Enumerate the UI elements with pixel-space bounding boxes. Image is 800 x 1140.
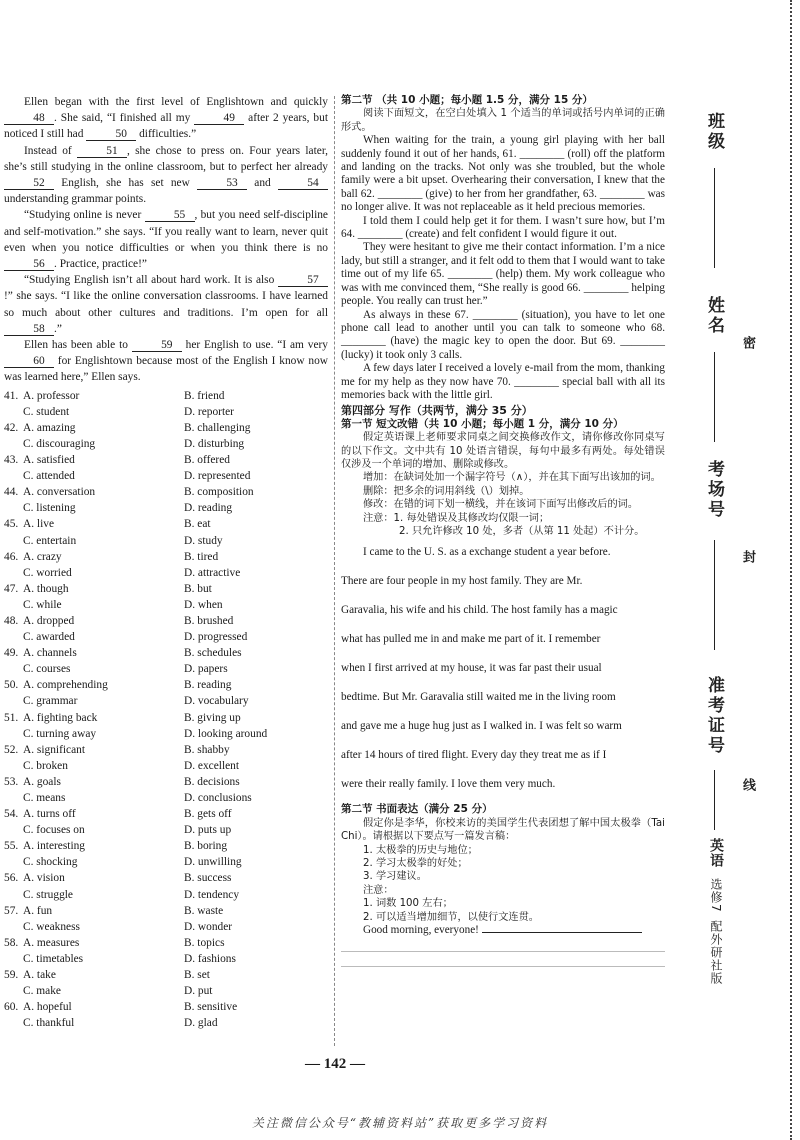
option-row <box>4 420 328 436</box>
correction-note-2: 2. 只允许修改 10 处，多者（从第 11 处起）不计分。 <box>399 526 645 537</box>
blank-54: 54 <box>278 177 328 190</box>
option-row <box>4 452 328 468</box>
option-row <box>4 404 328 420</box>
writing-point-3: 3. 学习建议。 <box>363 871 427 883</box>
option-row <box>4 774 328 790</box>
option-row <box>4 758 328 774</box>
blank-55: 55 <box>145 209 195 222</box>
exam-room-label: 考场号 <box>704 460 724 520</box>
option-a: 57. A. fun <box>4 903 184 919</box>
option-row <box>4 500 328 516</box>
option-c: C. timetables <box>23 952 84 965</box>
blank-58: 58 <box>4 323 54 336</box>
blank-53: 53 <box>197 177 247 190</box>
cloze-passage <box>4 94 328 386</box>
grammar-paragraph-3: They were hesitant to give me their contact information. I’m a nice lady, but still a stranger, and it felt odd to them that I would want to take time out of my life 65. ________ (help) them. My work colleague who was with me convinced them, “She really is good 66. ________ helping people. You really can trust her.” <box>341 241 665 308</box>
option-row <box>4 742 328 758</box>
option-a: 55. A. interesting <box>4 838 184 854</box>
option-a: 47. A. though <box>4 581 184 597</box>
option-row <box>4 999 328 1015</box>
answer-options <box>4 388 328 1032</box>
grammar-paragraph-1: When waiting for the train, a young girl playing with her ball suddenly found it out of her hands, 61. ________ (roll) off the platform and landing on the tracks. Not only was she troubled, but the whole family were a bit upset. Overhearing their conversation, I knew that the ball 62. ________ (give) to her from her grandfather, 63. ________ was no longer alive. It was not replaceable as it held precious memories. <box>341 134 665 214</box>
option-b: B. decisions <box>184 775 240 788</box>
correction-delete-rule: 删除：把多余的词用斜线（\）划掉。 <box>363 485 530 497</box>
option-a: 51. A. fighting back <box>4 710 184 726</box>
class-fill-line[interactable] <box>714 168 715 268</box>
option-b: B. gets off <box>184 808 232 821</box>
essay-line: when I first arrived at my house, it was far past their usual <box>341 662 602 675</box>
option-c: C. weakness <box>23 920 80 933</box>
option-row <box>4 838 328 854</box>
option-b: B. challenging <box>184 421 251 434</box>
writing-point-1: 1. 太极拳的历史与地位； <box>363 844 478 856</box>
writing-section-title: 第二节 书面表达（满分 25 分） <box>341 803 493 816</box>
option-row <box>4 436 328 452</box>
cloze-paragraph-2: Instead of 51 , she chose to press on. Four years later, she’s still studying in the online classroom, but to perfect her already 52 English, she has set new 53 and 54 understanding grammar points. <box>4 144 329 206</box>
binding-dotted-line <box>790 0 792 1140</box>
blank-48: 48 <box>4 112 54 125</box>
option-d: D. vocabulary <box>184 695 249 708</box>
option-d: D. papers <box>184 663 228 676</box>
section2-instruction: 阅读下面短文，在空白处填入 1 个适当的单词或括号内单词的正确形式。 <box>341 108 665 133</box>
option-d: D. looking around <box>184 727 268 740</box>
section2-title: 第二节 （共 10 小题；每小题 1.5 分，满分 15 分） <box>341 94 593 106</box>
cloze-paragraph-5: Ellen has been able to 59 her English to use. “I am very 60 for Englishtown because most of the English I know now was learned here,” Ellen says. <box>4 339 329 384</box>
option-c: C. broken <box>23 759 68 772</box>
option-row <box>4 661 328 677</box>
blank-49: 49 <box>194 112 244 125</box>
correction-modify-rule: 修改：在错的词下划一横线，并在该词下面写出修改后的词。 <box>363 499 639 511</box>
blank-52: 52 <box>4 177 54 190</box>
question-number: 49. <box>4 647 19 660</box>
page-number: — 142 — <box>305 1056 365 1072</box>
option-b: B. friend <box>184 389 225 402</box>
cloze-paragraph-1: Ellen began with the first level of Englishtown and quickly 48 . She said, “I finished all my 49 after 2 years, but noticed I still had 50 difficulties.” <box>4 96 328 141</box>
option-row <box>4 484 328 500</box>
option-a: 46. A. crazy <box>4 549 184 565</box>
option-row <box>4 870 328 886</box>
question-number: 60. <box>4 1001 19 1014</box>
question-number: 48. <box>4 614 19 627</box>
option-row <box>4 822 328 838</box>
option-b: B. success <box>184 872 232 885</box>
option-d: D. disturbing <box>184 437 245 450</box>
option-a: 44. A. conversation <box>4 484 184 500</box>
cloze-paragraph-4: “Studying English isn’t all about hard work. It is also 57!” she says. “I like the online conversation classrooms. I have learned so much about other cultures and traditions. I’m open for all 58 .” <box>4 274 328 335</box>
option-c: C. thankful <box>23 1017 75 1030</box>
option-row <box>4 887 328 903</box>
option-c: C. turning away <box>23 727 97 740</box>
option-a: 52. A. significant <box>4 742 184 758</box>
option-d: D. reporter <box>184 405 234 418</box>
option-d: D. put <box>184 985 213 998</box>
option-row <box>4 533 328 549</box>
question-number: 41. <box>4 389 19 402</box>
option-d: D. attractive <box>184 566 241 579</box>
writing-instruction: 假定你是李华，你校来访的美国学生代表团想了解中国太极拳（Tai Chi）。请根据以下要点写一篇发言稿： <box>341 817 665 843</box>
option-row <box>4 565 328 581</box>
question-number: 53. <box>4 775 19 788</box>
option-row <box>4 967 328 983</box>
option-b: B. tired <box>184 550 219 563</box>
question-number: 51. <box>4 711 19 724</box>
option-d: D. tendency <box>184 888 240 901</box>
option-c: C. grammar <box>23 695 78 708</box>
option-b: B. set <box>184 969 210 982</box>
correction-essay <box>341 538 665 799</box>
correction-instruction: 假定英语课上老师要求同桌之间交换修改作文，请你修改你同桌写的以下作文。文中共有 10 处语言错误，每句中最多有两处。每处错误仅涉及一个单词的增加、删除或修改。 <box>341 432 665 470</box>
option-c: C. struggle <box>23 888 73 901</box>
correction-add-rule: 增加：在缺词处加一个漏字符号（∧），并在其下面写出该加的词。 <box>363 472 661 484</box>
option-a: 41. A. professor <box>4 388 184 404</box>
option-b: B. composition <box>184 486 254 499</box>
option-row <box>4 613 328 629</box>
question-number: 50. <box>4 679 19 692</box>
writing-note-2: 2. 可以适当增加细节，以使行文连贯。 <box>363 911 539 923</box>
option-c: C. attended <box>23 470 75 483</box>
question-number: 44. <box>4 486 19 499</box>
option-d: D. represented <box>184 470 251 483</box>
question-number: 56. <box>4 872 19 885</box>
option-row <box>4 951 328 967</box>
option-b: B. waste <box>184 904 224 917</box>
option-a: 42. A. amazing <box>4 420 184 436</box>
blank-57: 57 <box>278 274 328 287</box>
grammar-paragraph-5: A few days later I received a lovely e-mail from the mom, thanking me for my help as they now have 70. ________ special ball with all its memories back with the little girl. <box>341 362 665 401</box>
name-label: 姓名 <box>704 296 724 336</box>
seal-xian: 线 <box>740 778 755 791</box>
option-row <box>4 726 328 742</box>
option-c: C. while <box>23 598 62 611</box>
option-c: C. student <box>23 405 70 418</box>
option-c: C. worried <box>23 566 72 579</box>
option-row <box>4 645 328 661</box>
essay-line: what has pulled me in and make me part of it. I remember <box>341 633 601 646</box>
essay-line: and gave me a huge hug just as I walked in. I was felt so warm <box>341 720 622 733</box>
question-number: 55. <box>4 840 19 853</box>
subject-label: 英语 <box>708 838 724 868</box>
ticket-fill-line[interactable] <box>714 770 715 830</box>
option-c: C. make <box>23 985 61 998</box>
option-a: 60. A. hopeful <box>4 999 184 1015</box>
option-c: C. means <box>23 792 66 804</box>
exam-room-fill-line[interactable] <box>714 540 715 650</box>
question-number: 52. <box>4 743 19 756</box>
writing-note-label: 注意： <box>363 884 394 896</box>
footer-watermark: 关注微信公众号“教辅资料站”获取更多学习资料 <box>251 1116 549 1130</box>
grammar-paragraph-2: I told them I could help get it for them. I wasn’t sure how, but I’m 64. ________ (create) and felt confident I would figure it out. <box>341 214 665 241</box>
option-a: 45. A. live <box>4 516 184 532</box>
option-a: 43. A. satisfied <box>4 452 184 468</box>
option-row <box>4 919 328 935</box>
option-c: C. listening <box>23 502 76 515</box>
option-b: B. offered <box>184 454 230 467</box>
edition-label: 配外研社版 <box>709 920 723 985</box>
essay-line: There are four people in my host family. They are Mr. <box>341 575 583 588</box>
question-number: 46. <box>4 550 19 563</box>
option-row <box>4 693 328 709</box>
option-a: 56. A. vision <box>4 870 184 886</box>
option-a: 59. A. take <box>4 967 184 983</box>
option-row <box>4 1015 328 1031</box>
class-label: 班级 <box>704 112 724 152</box>
cloze-paragraph-3: “Studying online is never 55 , but you need self-discipline and self-motivation.” she says. “If you really want to learn, never quit even when you notice difficulties or when you think there is no 56 . Practice, practice!” <box>4 209 328 271</box>
essay-line: after 14 hours of tired flight. Every day they treat me as if I <box>341 749 607 762</box>
option-b: B. reading <box>184 679 232 692</box>
option-d: D. study <box>184 534 223 547</box>
correction-section-title: 第一节 短文改错（共 10 小题；每小题 1 分，满分 10 分） <box>341 417 624 430</box>
option-a: 53. A. goals <box>4 774 184 790</box>
option-row <box>4 549 328 565</box>
option-c: C. awarded <box>23 631 75 644</box>
blank-59: 59 <box>132 339 182 352</box>
option-d: D. conclusions <box>184 792 252 804</box>
option-row <box>4 581 328 597</box>
option-row <box>4 388 328 404</box>
writing-greeting: Good morning, everyone! <box>341 924 665 937</box>
option-c: C. courses <box>23 663 71 676</box>
option-row <box>4 790 328 806</box>
option-d: D. progressed <box>184 631 248 644</box>
option-d: D. reading <box>184 502 233 515</box>
option-row <box>4 854 328 870</box>
option-row <box>4 629 328 645</box>
binding-strip <box>680 0 800 1140</box>
option-a: 58. A. measures <box>4 935 184 951</box>
option-b: B. brushed <box>184 614 234 627</box>
option-d: D. unwilling <box>184 856 242 869</box>
option-row <box>4 903 328 919</box>
column-divider <box>334 96 335 1046</box>
option-row <box>4 516 328 532</box>
ticket-label: 准考证号 <box>704 676 724 756</box>
option-row <box>4 806 328 822</box>
option-row <box>4 983 328 999</box>
writing-point-2: 2. 学习太极拳的好处； <box>363 858 468 870</box>
seal-feng: 封 <box>740 550 755 563</box>
correction-note-1: 注意：1. 每处错误及其修改均仅限一词； <box>363 512 550 524</box>
blank-56: 56 <box>4 258 54 271</box>
seal-mi: 密 <box>740 336 755 349</box>
option-a: 49. A. channels <box>4 645 184 661</box>
option-row <box>4 935 328 951</box>
option-row <box>4 677 328 693</box>
writing-line-2[interactable] <box>341 952 665 967</box>
option-row <box>4 710 328 726</box>
question-number: 59. <box>4 969 19 982</box>
option-d: D. glad <box>184 1017 218 1030</box>
right-column <box>341 94 665 967</box>
option-c: C. shocking <box>23 856 78 869</box>
option-row <box>4 597 328 613</box>
option-c: C. discouraging <box>23 437 96 450</box>
option-d: D. wonder <box>184 920 233 933</box>
blank-60: 60 <box>4 355 54 368</box>
option-d: D. excellent <box>184 759 240 772</box>
name-fill-line[interactable] <box>714 352 715 442</box>
writing-line-1[interactable] <box>341 937 665 952</box>
option-b: B. topics <box>184 936 225 949</box>
essay-line: were their really family. I love them very much. <box>341 778 556 791</box>
option-c: C. entertain <box>23 534 77 547</box>
question-number: 47. <box>4 582 19 595</box>
essay-line: I came to the U. S. as a exchange student a year before. <box>363 546 611 559</box>
option-b: B. schedules <box>184 647 242 660</box>
option-a: 48. A. dropped <box>4 613 184 629</box>
question-number: 42. <box>4 421 19 434</box>
grammar-paragraph-4: As always in these 67. ________ (situation), you have to let one phone call lead to another until you can talk to someone who 68. ________ (have) the magic key to open the door. But 69. ________ (lucky) it took only 3 calls. <box>341 308 665 361</box>
essay-line: Garavalia, his wife and his child. The host family has a magic <box>341 604 618 617</box>
question-number: 54. <box>4 808 19 821</box>
option-b: B. but <box>184 582 212 595</box>
option-c: C. focuses on <box>23 824 85 837</box>
option-b: B. shabby <box>184 743 230 756</box>
question-number: 45. <box>4 518 19 531</box>
option-d: D. puts up <box>184 824 232 837</box>
option-row <box>4 468 328 484</box>
part4-title: 第四部分 写作（共两节，满分 35 分） <box>341 404 533 418</box>
question-number: 57. <box>4 904 19 917</box>
question-number: 43. <box>4 454 19 467</box>
blank-51: 51 <box>77 145 127 158</box>
option-d: D. fashions <box>184 952 236 965</box>
writing-note-1: 1. 词数 100 左右； <box>363 898 453 910</box>
option-d: D. when <box>184 598 223 611</box>
option-b: B. sensitive <box>184 1001 238 1014</box>
option-b: B. eat <box>184 518 211 531</box>
question-number: 58. <box>4 936 19 949</box>
option-b: B. boring <box>184 840 228 853</box>
essay-line: bedtime. But Mr. Garavalia still waited me in the living room <box>341 691 616 704</box>
option-a: 50. A. comprehending <box>4 677 184 693</box>
left-column <box>4 94 328 1031</box>
option-a: 54. A. turns off <box>4 806 184 822</box>
book-label: 选修7 <box>709 878 723 913</box>
blank-50: 50 <box>86 128 136 141</box>
option-b: B. giving up <box>184 711 241 724</box>
